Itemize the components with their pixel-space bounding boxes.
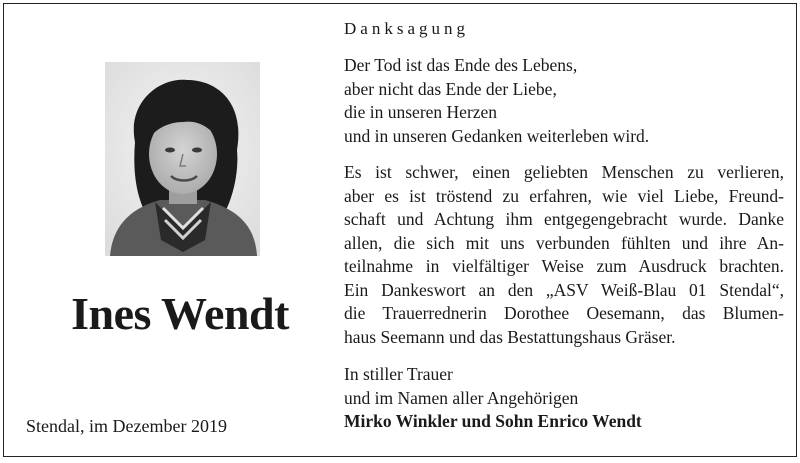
deceased-name: Ines Wendt bbox=[71, 288, 289, 339]
notice-heading: Danksagung bbox=[344, 19, 469, 38]
poem bbox=[344, 54, 784, 148]
thanks-line: allen, die sich mit uns verbunden fühlten und ihre An- bbox=[344, 232, 784, 253]
poem-line: die in unseren Herzen bbox=[344, 102, 498, 122]
signers: Mirko Winkler und Sohn Enrico Wendt bbox=[344, 411, 642, 431]
thanks-line: Es ist schwer, einen geliebten Menschen zu verlieren, bbox=[344, 162, 784, 182]
thanks-line: aber es ist tröstend zu erfahren, wie viel Liebe, Freund- bbox=[344, 185, 784, 206]
thanks-line: haus Seemann und das Bestattungshaus Gräser. bbox=[344, 326, 676, 347]
poem-line: Der Tod ist das Ende des Lebens, bbox=[344, 55, 578, 75]
thanks-line: die Trauerrednerin Dorothee Oesemann, das Blumen- bbox=[344, 303, 784, 323]
poem-line: aber nicht das Ende der Liebe, bbox=[344, 78, 557, 99]
thanks-line: teilnahme in vielfältiger Weise zum Ausdruck brachten. bbox=[344, 256, 784, 276]
thanks-line: Ein Dankeswort an den „ASV Weiß-Blau 01 Stendal“, bbox=[344, 279, 784, 300]
portrait-photo bbox=[105, 62, 260, 256]
place-date: Stendal, im Dezember 2019 bbox=[26, 416, 227, 436]
closing-line: und im Namen aller Angehörigen bbox=[344, 387, 579, 408]
thanks-line: schaft und Achtung ihm entgegengebracht wurde. Danke bbox=[344, 209, 784, 229]
thanks-paragraph bbox=[344, 161, 784, 349]
obituary-notice bbox=[3, 3, 797, 457]
closing bbox=[344, 363, 784, 434]
notice-text bbox=[344, 18, 784, 434]
poem-line: und in unseren Gedanken weiterleben wird. bbox=[344, 125, 650, 146]
closing-line: In stiller Trauer bbox=[344, 364, 453, 384]
